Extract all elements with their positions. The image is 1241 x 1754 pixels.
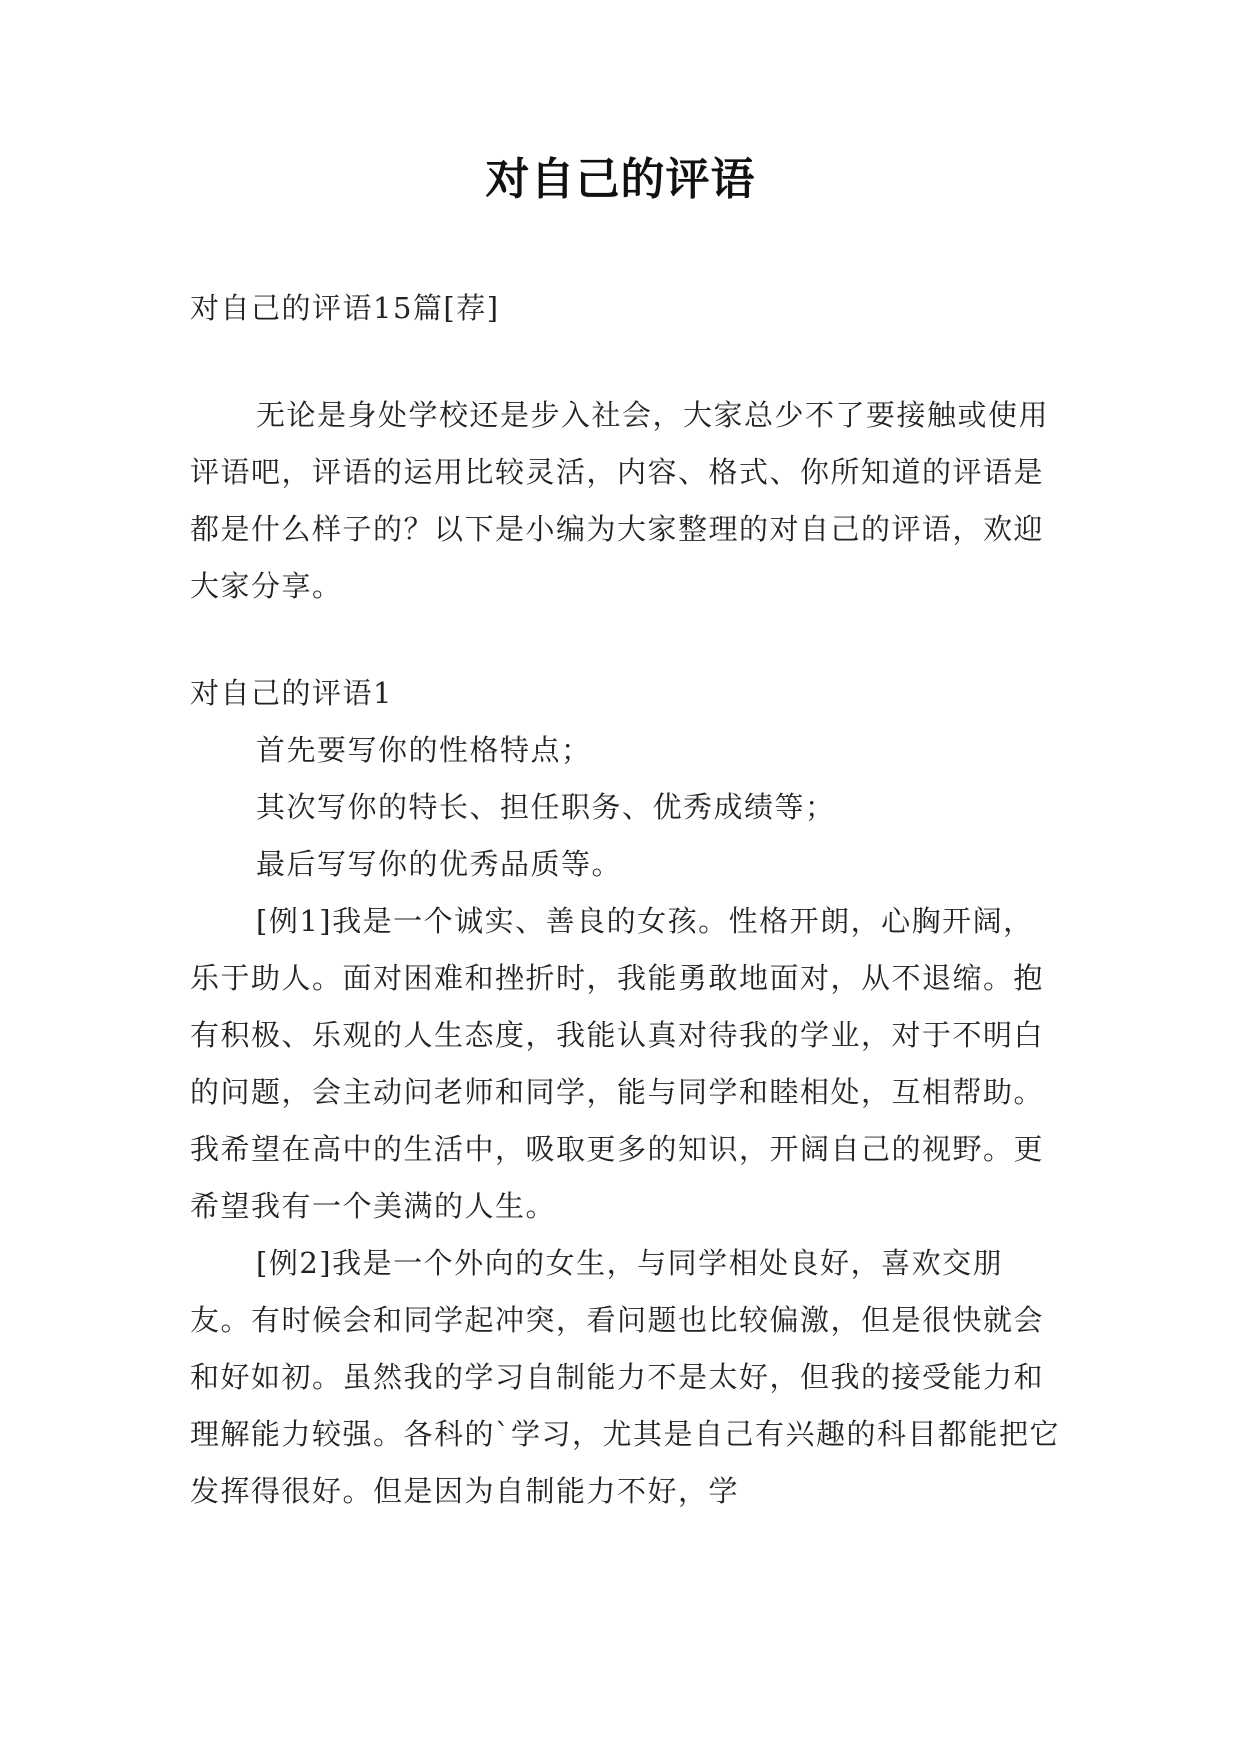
instruction-line: 最后写写你的优秀品质等。 [256,847,623,881]
document-title: 对自己的评语 [485,154,756,205]
example-paragraph: [例1]我是一个诚实、善良的女孩。性格开朗，心胸开阔，乐于助人。面对困难和挫折时，我能勇敢地面对，从不退缩。抱有积极、乐观的人生态度，我能认真对待我的学业，对于不明白的问题，会主动问老师和同学，能与同学和睦相处，互相帮助。我希望在高中的生活中，吸取更多的知识，开阔自己的视野。更希望我有一个美满的人生。 [190,904,1045,1223]
instruction-line: 其次写你的特长、担任职务、优秀成绩等； [256,790,836,824]
example-paragraph: [例2]我是一个外向的女生，与同学相处良好，喜欢交朋友。有时候会和同学起冲突，看问题也比较偏激，但是很快就会和好如初。虽然我的学习自制能力不是太好，但我的接受能力和理解能力较强。各科的`学习，尤其是自己有兴趣的科目都能把它发挥得很好。但是因为自制能力不好，学 [190,1246,1061,1508]
instruction-line: 首先要写你的性格特点； [256,733,592,767]
document-subtitle: 对自己的评语15篇[荐] [190,291,500,325]
document-body [190,280,1060,1520]
section-heading: 对自己的评语1 [190,676,393,710]
intro-paragraph: 无论是身处学校还是步入社会，大家总少不了要接触或使用评语吧，评语的运用比较灵活，内容、格式、你所知道的评语是都是什么样子的？以下是小编为大家整理的对自己的评语，欢迎大家分享。 [190,398,1050,603]
